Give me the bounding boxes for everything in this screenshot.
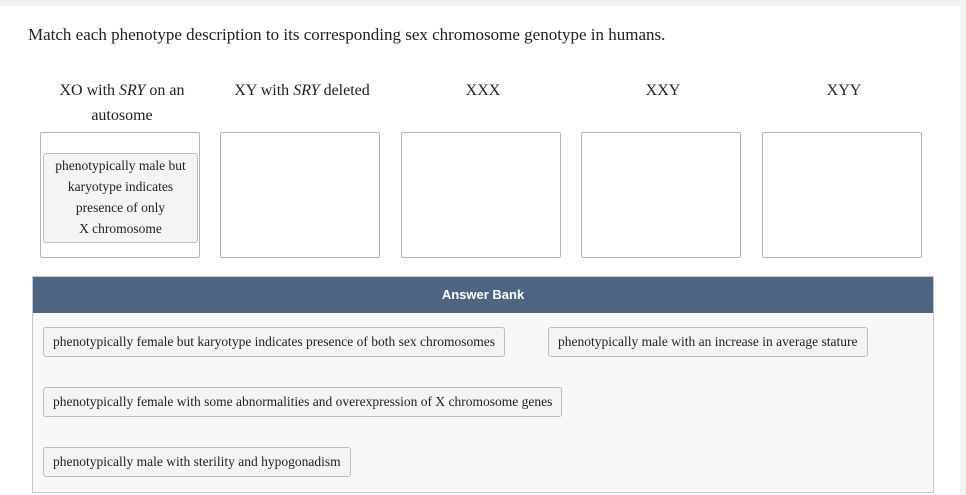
column-header-xxy: XXY	[645, 82, 681, 99]
placed-answer-tile[interactable]	[43, 153, 198, 243]
answer-bank[interactable]	[32, 276, 934, 493]
column-header-xo-sry-autosome: XO with SRY on an autosome	[59, 82, 185, 124]
tile-line: phenotypically male but	[55, 158, 186, 173]
drop-target-xxx[interactable]	[401, 132, 561, 258]
answer-tile-female-overexpression-x[interactable]: phenotypically female with some abnormalities and overexpression of X chromosome genes	[43, 387, 562, 417]
answer-bank-title: Answer Bank	[33, 277, 933, 313]
tile-line: presence of only	[75, 200, 166, 215]
tile-line: X chromosome	[79, 221, 162, 236]
column-header-xyy: XYY	[826, 82, 862, 99]
column-header-xy-sry-deleted: XY with SRY deleted	[234, 82, 370, 99]
drop-target-xy-sry-deleted[interactable]	[220, 132, 380, 258]
column-header-xxx: XXX	[465, 82, 501, 99]
drop-target-xo-sry-autosome[interactable]	[40, 132, 200, 258]
answer-tile-male-increased-stature[interactable]: phenotypically male with an increase in average stature	[548, 327, 868, 357]
drop-target-xxy[interactable]	[581, 132, 741, 258]
tile-line: karyotype indicates	[67, 179, 174, 194]
answer-tile-male-sterility-hypogonadism[interactable]: phenotypically male with sterility and hypogonadism	[43, 447, 351, 477]
question-text: Match each phenotype description to its corresponding sex chromosome genotype in humans.	[28, 25, 666, 44]
answer-tile-female-both-sex-chromosomes[interactable]: phenotypically female but karyotype indicates presence of both sex chromosomes	[43, 327, 505, 357]
drop-target-xyy[interactable]	[762, 132, 922, 258]
